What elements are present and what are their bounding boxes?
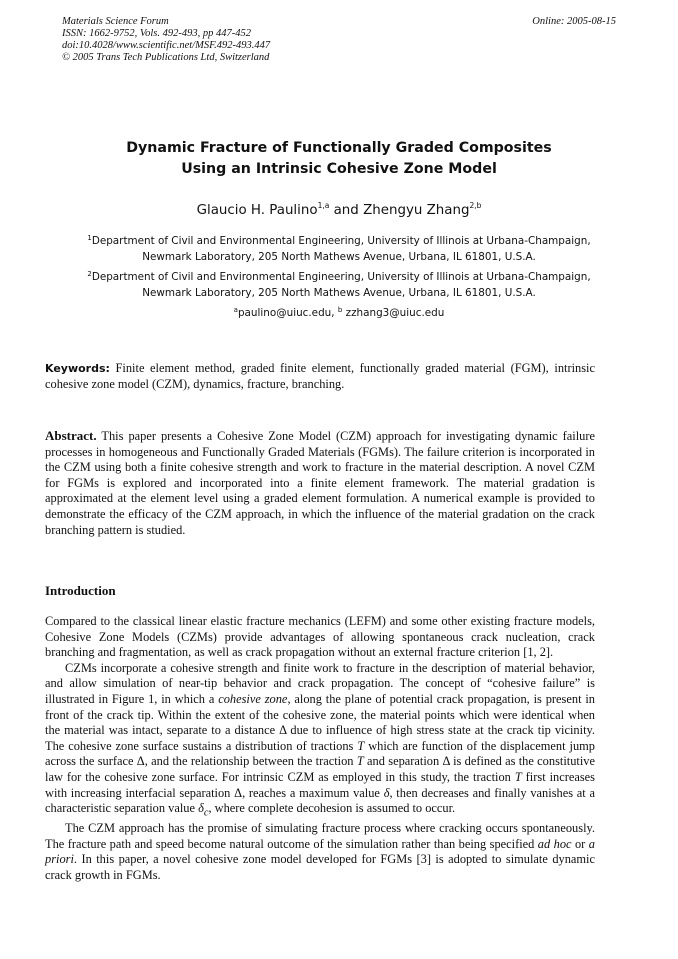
email-a-sup: a — [233, 306, 238, 314]
p2-text-c: which are function of the displacement jump across the surface Δ, and the relationship between the traction — [45, 738, 595, 769]
doi-line: doi:10.4028/www.scientific.net/MSF.492-493.447 — [62, 40, 271, 51]
p2-text-g: , where complete decohesion is assumed to occur. — [208, 801, 456, 816]
p2-emphasis: cohesive zone — [218, 691, 288, 706]
affiliation-2 — [0, 267, 678, 301]
p2-symbol-T1: T — [357, 738, 365, 753]
keywords-label: Keywords: — [45, 362, 110, 375]
introduction-body — [45, 614, 595, 884]
introduction-heading: Introduction — [45, 583, 116, 598]
aff-1-line-1: Department of Civil and Environmental Engineering, University of Illinois at Urbana-Champaign, — [91, 235, 591, 247]
title-line-1: Dynamic Fracture of Functionally Graded Composites — [126, 140, 552, 156]
abstract-section — [45, 428, 595, 538]
author-line — [0, 201, 678, 218]
author-1-sup: 1,a — [317, 201, 330, 210]
keywords-text: Finite element method, graded finite element, functionally graded material (FGM), intrinsic cohesive zone model (CZM), dynamics, fracture, branching. — [45, 361, 595, 391]
p2-symbol-deltac-sub: c — [203, 807, 209, 819]
p2-symbol-T2: T — [356, 754, 364, 769]
journal-header — [62, 16, 270, 64]
author-and: and — [333, 203, 359, 218]
aff-1-number: 1 — [87, 234, 92, 242]
p2-text-a: CZMs incorporate a cohesive strength and finite work to fracture in the description of material behavior, and allow simulation of near-tip behavior and crack propagation. The concept of “cohesive failure” is illustrated in Figure 1, in which a — [45, 660, 595, 706]
p2-text-f: , then decreases and finally vanishes at a characteristic separation value — [45, 785, 595, 816]
author-emails — [0, 306, 678, 319]
issn-line: ISSN: 1662-9752, Vols. 492-493, pp 447-452 — [62, 28, 251, 39]
aff-2-line-1: Department of Civil and Environmental Engineering, University of Illinois at Urbana-Champaign, — [91, 271, 591, 283]
intro-paragraph-2 — [45, 661, 595, 821]
abstract-text: This paper presents a Cohesive Zone Model (CZM) approach for investigating dynamic failure processes in homogeneous and Functionally Graded Materials (FGMs). The failure criterion is incorporated in the CZM using both a finite cohesive strength and work to fracture in the material description. A novel CZM for FGMs is explored and incorporated into a finite element framework. The material gradation is approximated at the element level using a graded element formulation. A numerical example is provided to demonstrate the efficacy of the CZM approach, in which the influence of the material gradation on the crack branching pattern is studied. — [45, 429, 595, 537]
email-a[interactable]: paulino@uiuc.edu, — [237, 307, 335, 319]
keywords-section — [45, 361, 595, 392]
p2-text-d: and separation Δ is defined as the constitutive law for the cohesive zone surface. For intrinsic CZM as employed in this study, the traction — [45, 754, 595, 784]
online-date: Online: 2005-08-15 — [532, 16, 616, 27]
p2-text-e: first increases with increasing interfacial separation Δ, reaches a maximum value — [45, 769, 595, 800]
p3-text-a: The CZM approach has the promise of simulating fracture process where cracking occurs spontaneously. The fracture path and speed become natural outcome of the simulation rather than being specified — [45, 821, 595, 851]
p2-symbol-delta: δ — [383, 785, 390, 800]
title-line-2: Using an Intrinsic Cohesive Zone Model — [181, 161, 497, 177]
aff-2-number: 2 — [87, 270, 92, 278]
p2-symbol-deltac: δ — [198, 801, 204, 816]
author-2-sup: 2,b — [469, 201, 482, 210]
affiliation-1 — [0, 231, 678, 265]
journal-name: Materials Science Forum — [62, 16, 169, 27]
intro-paragraph-3 — [45, 821, 595, 883]
author-2: Zhengyu Zhang — [363, 203, 470, 218]
p2-text-b: , along the plane of potential crack propagation, is present in front of the crack tip. Within the extent of the cohesive zone, the material points which were identical when the material was intact, separate to a distance Δ due to influence of high stress state at the crack tip vicinity. The cohesive zone surface sustains a distribution of tractions — [45, 691, 595, 753]
p3-or: or — [574, 836, 586, 851]
abstract-label: Abstract. — [45, 428, 97, 443]
p2-symbol-T3: T — [514, 769, 522, 784]
author-1: Glaucio H. Paulino — [196, 203, 318, 218]
intro-paragraph-1: Compared to the classical linear elastic fracture mechanics (LEFM) and some other existing fracture models, Cohesive Zone Models (CZMs) provide advantages of allowing spontaneous crack nucleation, crack branching and fragmentation, as well as crack propagation without an external fracture criterion [1, 2]. — [45, 614, 595, 660]
email-b-sup: b — [337, 306, 343, 314]
p3-text-b: . In this paper, a novel cohesive zone model developed for FGMs [3] is adopted to simulate dynamic crack growth in FGMs. — [45, 852, 595, 882]
paper-title — [0, 138, 678, 180]
aff-1-line-2: Newmark Laboratory, 205 North Mathews Avenue, Urbana, IL 61801, U.S.A. — [142, 250, 536, 263]
copyright-line: © 2005 Trans Tech Publications Ltd, Switzerland — [62, 52, 270, 63]
aff-2-line-2: Newmark Laboratory, 205 North Mathews Avenue, Urbana, IL 61801, U.S.A. — [142, 286, 536, 299]
email-b[interactable]: zzhang3@uiuc.edu — [345, 307, 445, 319]
p3-emphasis-1: ad hoc — [537, 836, 572, 851]
p3-emphasis-2: a priori — [45, 836, 595, 867]
